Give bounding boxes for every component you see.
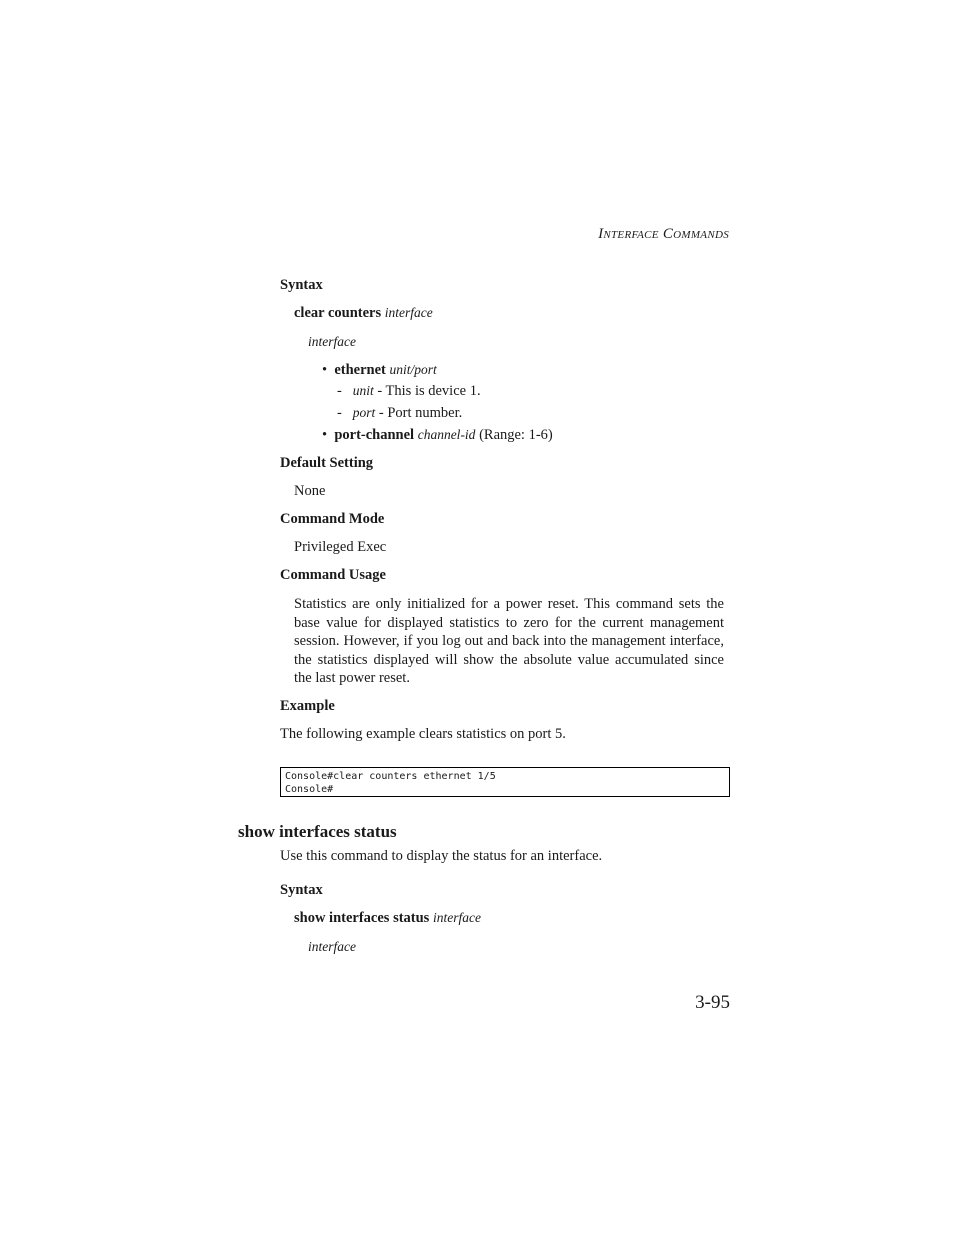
- section-intro: Use this command to display the status for an interface.: [280, 848, 603, 864]
- sub-port: - port - Port number.: [337, 405, 463, 421]
- section-title: show interfaces status: [238, 822, 397, 841]
- syntax-heading: Syntax: [280, 277, 323, 293]
- param-label: interface: [308, 939, 356, 954]
- running-header: INTERFACE COMMANDS: [598, 226, 729, 242]
- code-line: Console#clear counters ethernet 1/5: [285, 771, 496, 782]
- default-setting-heading: Default Setting: [280, 455, 374, 471]
- code-example: [280, 767, 730, 797]
- param-label: interface: [308, 334, 356, 349]
- page-number: 3-95: [695, 992, 730, 1013]
- command-mode-heading: Command Mode: [280, 511, 385, 527]
- default-setting-value: None: [294, 483, 326, 499]
- example-intro: The following example clears statistics on port 5.: [280, 726, 566, 742]
- bullet-ethernet: • ethernet unit/port: [322, 362, 437, 378]
- command-mode-value: Privileged Exec: [294, 539, 387, 555]
- command-usage-heading: Command Usage: [280, 567, 386, 583]
- syntax-command: show interfaces status interface: [294, 910, 481, 926]
- example-heading: Example: [280, 698, 335, 714]
- sub-unit: - unit - This is device 1.: [337, 383, 481, 399]
- command-usage-text: Statistics are only initialized for a power reset. This command sets the base value for displayed statistics to zero for the current management session. However, if you log out and back into the management interface, the statistics displayed will show the absolute value accumulated since the last power reset.: [294, 596, 724, 686]
- syntax-heading: Syntax: [280, 882, 323, 898]
- syntax-command: clear counters interface: [294, 305, 433, 321]
- bullet-port-channel: • port-channel channel-id (Range: 1-6): [322, 427, 553, 443]
- code-line: Console#: [285, 784, 334, 795]
